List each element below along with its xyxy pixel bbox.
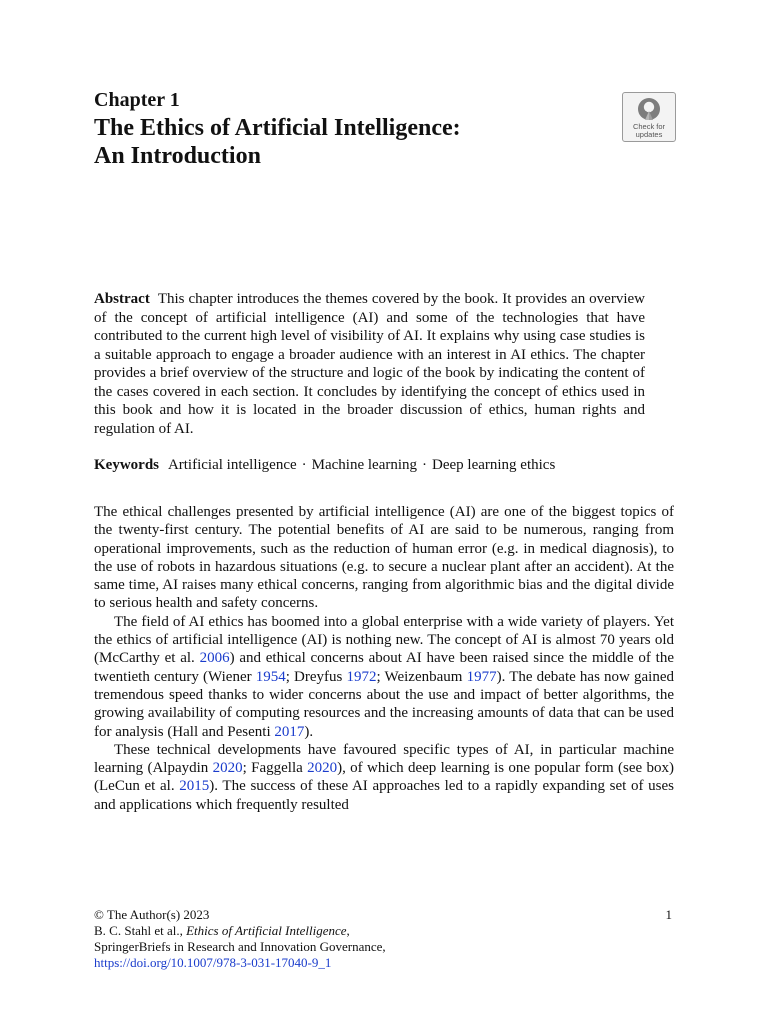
copyright-line: © The Author(s) 2023 [94, 907, 210, 922]
series-line: SpringerBriefs in Research and Innovation Governance, [94, 939, 386, 954]
citation-line [94, 923, 674, 939]
citation-link[interactable]: 2015 [179, 778, 210, 795]
chapter-label: Chapter 1 [94, 89, 180, 111]
paragraph-text: The field of AI ethics has boomed into a global enterprise with a wide variety of players. Yet the ethics of artificial intelligence (AI) is nothing new. The concept of AI is almost 70 years old (McCarthy et al. [94, 613, 674, 667]
page [94, 0, 674, 1024]
paragraph-1: The ethical challenges presented by artificial intelligence (AI) are one of the biggest topics of the twenty-first century. The potential benefits of AI are said to be numerous, ranging from operational improvements, such as the reduction of human error (e.g. in medical diagnosis), to the use of robots in hazardous situations (e.g. to secure a nuclear plant after an accident). At the same time, AI raises many ethical concerns, ranging from algorithmic bias and the digital divide to serious health and safety concerns. [94, 504, 674, 612]
book-title-punct: , [346, 923, 350, 938]
keyword-item: Machine learning [311, 457, 418, 473]
abstract [94, 290, 645, 438]
chapter-title-line-2: An Introduction [94, 143, 261, 169]
book-title: Ethics of Artificial Intelligence [186, 923, 347, 938]
paragraph-3 [94, 741, 674, 814]
citation-link[interactable]: 2020 [212, 760, 243, 777]
keywords [94, 456, 645, 475]
keyword-item: Deep learning ethics [432, 457, 556, 473]
badge-label [623, 123, 675, 139]
keyword-separator: · [301, 457, 307, 473]
citation-link[interactable]: 1977 [466, 668, 497, 685]
page-number: 1 [665, 907, 672, 922]
badge-line-1: Check for [632, 122, 666, 131]
check-for-updates-badge[interactable] [622, 92, 676, 142]
citation-link[interactable]: 2017 [274, 723, 305, 740]
chapter-title-line-1: The Ethics of Artificial Intelligence: [94, 115, 461, 141]
authors-text: B. C. Stahl et al., [94, 923, 187, 938]
paragraph-text: ; Weizenbaum [376, 668, 467, 685]
paragraph-text: ) and ethical concerns about AI have been raised since the middle of the twentieth century (Wiener [94, 650, 674, 685]
footer [94, 907, 674, 971]
paragraph-text: These technical developments have favoured specific types of AI, in particular machine learning (Alpaydin [94, 741, 674, 777]
paragraph-text: ). The success of these AI approaches led to a rapidly expanding set of uses and applications which frequently resulted [94, 778, 674, 813]
body-text [94, 503, 674, 814]
abstract-label: Abstract [94, 291, 150, 307]
citation-link[interactable]: 1972 [346, 668, 377, 685]
chapter-title [94, 114, 574, 170]
paragraph-2 [94, 613, 674, 741]
paragraph-text: ; Dreyfus [285, 668, 347, 685]
citation-link[interactable]: 2020 [307, 760, 338, 777]
paragraph-text: ). The debate has now gained tremendous speed thanks to wider concerns about the use and impact of better algorithms, the growing availability of computing resources and the increasing amounts of data that can be used for analysis (Hall and Pesenti [94, 668, 675, 740]
paragraph-text: ; Faggella [242, 760, 308, 777]
paragraph-text: ), of which deep learning is one popular form (see box) (LeCun et al. [94, 760, 674, 795]
badge-line-2: updates [635, 130, 663, 139]
abstract-text: This chapter introduces the themes covered by the book. It provides an overview of the concept of artificial intelligence (AI) and some of the technologies that have contributed to the current high level of visibility of AI. It explains why using case studies is a suitable approach to engage a broader audience with an interest in AI ethics. The chapter provides a brief overview of the structure and logic of the book by indicating the content of the cases covered in each section. It concludes by identifying the concept of ethics used in this book and how it is located in the broader discussion of ethics, human rights and regulation of AI. [94, 291, 645, 437]
keyword-item: Artificial intelligence [167, 457, 297, 473]
citation-link[interactable]: 2006 [199, 650, 230, 667]
keywords-label: Keywords [94, 457, 159, 473]
citation-link[interactable]: 1954 [255, 668, 286, 685]
doi-link[interactable]: https://doi.org/10.1007/978-3-031-17040-9_1 [94, 955, 332, 970]
keyword-separator: · [422, 457, 428, 473]
paragraph-text: ). [304, 723, 314, 740]
crossmark-icon [636, 96, 662, 122]
